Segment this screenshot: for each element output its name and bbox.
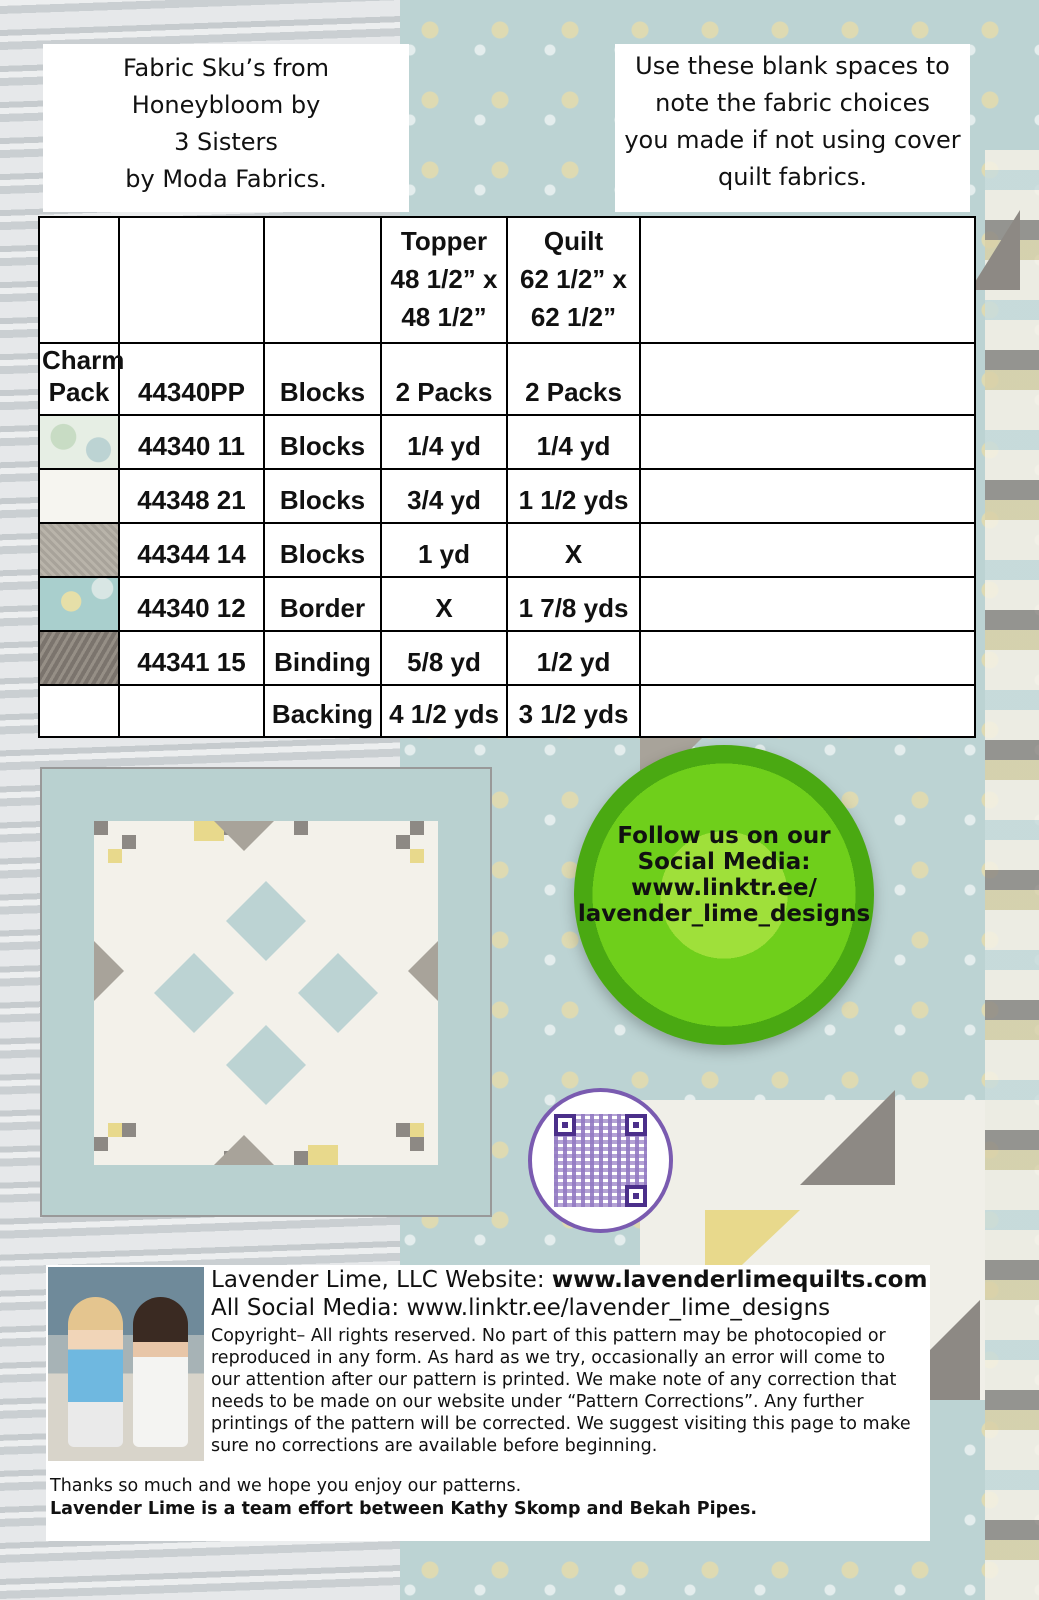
website-prefix: Lavender Lime, LLC Website:	[211, 1267, 552, 1293]
designers-photo	[48, 1267, 204, 1461]
use-cell: Backing	[264, 685, 381, 737]
person-figure	[68, 1297, 123, 1447]
use-cell: Blocks	[264, 469, 381, 523]
blank-notes-cell	[640, 685, 975, 737]
sku-cell: 44341 15	[119, 631, 264, 685]
quilt-center	[94, 821, 438, 1165]
lime-line: Follow us on our	[617, 823, 831, 849]
blank-notes-cell	[640, 469, 975, 523]
header-line: 48 1/2” x	[390, 264, 498, 294]
table-row	[39, 469, 975, 523]
table-row	[39, 523, 975, 577]
header-line: 62 1/2”	[530, 302, 617, 332]
charm-line: Charm	[42, 345, 125, 375]
topper-cell: X	[381, 577, 507, 631]
fabric-sku-note	[43, 44, 409, 212]
topper-cell: 2 Packs	[381, 343, 507, 415]
table-row	[39, 343, 975, 415]
team-text: Lavender Lime is a team effort between Kathy Skomp and Bekah Pipes.	[50, 1499, 758, 1519]
quilt-pattern-graphic	[94, 821, 438, 1165]
sku-cell: 44340PP	[119, 343, 264, 415]
note-line: 3 Sisters	[174, 128, 278, 156]
lime-link[interactable]: lavender_lime_designs	[577, 901, 871, 927]
table-cell	[39, 685, 119, 737]
sku-cell: 44340 11	[119, 415, 264, 469]
fabric-swatch	[39, 523, 119, 577]
topper-cell: 4 1/2 yds	[381, 685, 507, 737]
table-row	[39, 415, 975, 469]
table-cell	[264, 217, 381, 343]
qr-finder-marker	[554, 1114, 576, 1136]
topper-header	[381, 217, 507, 343]
quilt-cell: X	[507, 523, 640, 577]
topper-cell: 3/4 yd	[381, 469, 507, 523]
note-line: Honeybloom by	[131, 91, 321, 119]
quilt-image	[40, 767, 492, 1217]
note-line: you made if not using cover	[624, 126, 961, 154]
blank-notes-cell	[640, 217, 975, 343]
qr-finder-marker	[625, 1114, 647, 1136]
footer-panel	[46, 1265, 930, 1541]
charm-pack-label	[39, 343, 125, 415]
use-cell: Blocks	[264, 415, 381, 469]
blank-notes-cell	[640, 415, 975, 469]
table-header-row	[39, 217, 975, 343]
quilt-cell: 1/2 yd	[507, 631, 640, 685]
triangle-decoration	[970, 210, 1020, 290]
note-line: quilt fabrics.	[717, 163, 868, 191]
table-cell	[119, 217, 264, 343]
blank-spaces-note	[615, 44, 970, 212]
blank-notes-cell	[640, 631, 975, 685]
quilt-cell: 1 7/8 yds	[507, 577, 640, 631]
quilt-header	[507, 217, 640, 343]
charm-line: Pack	[48, 377, 110, 407]
sku-cell: 44340 12	[119, 577, 264, 631]
lime-link[interactable]: www.linktr.ee/	[631, 875, 817, 901]
fabric-swatch	[39, 577, 119, 631]
table-row	[39, 631, 975, 685]
note-line: Fabric Sku’s from	[122, 54, 330, 82]
quilt-cell: 1 1/2 yds	[507, 469, 640, 523]
use-cell: Border	[264, 577, 381, 631]
header-line: Quilt	[543, 226, 604, 256]
header-line: Topper	[400, 226, 488, 256]
header-line: 48 1/2”	[401, 302, 487, 332]
topper-cell: 1/4 yd	[381, 415, 507, 469]
table-row	[39, 577, 975, 631]
website-link[interactable]: www.lavenderlimequilts.com	[551, 1267, 928, 1293]
blank-notes-cell	[640, 343, 975, 415]
quilt-cell: 2 Packs	[507, 343, 640, 415]
use-cell: Blocks	[264, 523, 381, 577]
table-cell	[39, 217, 119, 343]
topper-cell: 5/8 yd	[381, 631, 507, 685]
fabric-swatch	[39, 469, 119, 523]
topper-cell: 1 yd	[381, 523, 507, 577]
sku-cell: 44344 14	[119, 523, 264, 577]
triangle-decoration	[800, 1090, 895, 1185]
quilt-cell: 3 1/2 yds	[507, 685, 640, 737]
fabric-swatch	[39, 631, 119, 685]
thanks-text: Thanks so much and we hope you enjoy our patterns.	[50, 1476, 522, 1496]
website-line	[211, 1267, 927, 1293]
header-line: 62 1/2” x	[520, 264, 627, 294]
sku-cell: 44348 21	[119, 469, 264, 523]
blank-notes-cell	[640, 523, 975, 577]
qr-finder-marker	[625, 1185, 647, 1207]
table-row	[39, 685, 975, 737]
fabric-swatch	[39, 415, 119, 469]
quilt-cell: 1/4 yd	[507, 415, 640, 469]
copyright-text: Copyright– All rights reserved. No part of this pattern may be photocopied or reproduced in any form. As hard as we try, occasionally an error will come to our attention after our pattern is printed. We make note of any correction that needs to be made on our website under “Pattern Corrections”. Any further printings of the pattern will be corrected. We suggest visiting this page to make sure no corrections are available before beginning.	[211, 1326, 911, 1456]
note-line: Use these blank spaces to	[635, 52, 950, 80]
social-media-line[interactable]: All Social Media: www.linktr.ee/lavender_lime_designs	[211, 1295, 831, 1321]
use-cell: Blocks	[264, 343, 381, 415]
note-line: note the fabric choices	[655, 89, 930, 117]
sku-cell	[119, 685, 264, 737]
lime-line: Social Media:	[637, 849, 811, 875]
quilt-edge-background	[985, 150, 1039, 1600]
social-media-callout	[574, 823, 874, 927]
blank-notes-cell	[640, 577, 975, 631]
fabric-requirements-table	[38, 216, 976, 738]
note-line: by Moda Fabrics.	[125, 165, 327, 193]
use-cell: Binding	[264, 631, 381, 685]
person-figure	[133, 1297, 188, 1447]
qr-code[interactable]	[528, 1088, 673, 1233]
